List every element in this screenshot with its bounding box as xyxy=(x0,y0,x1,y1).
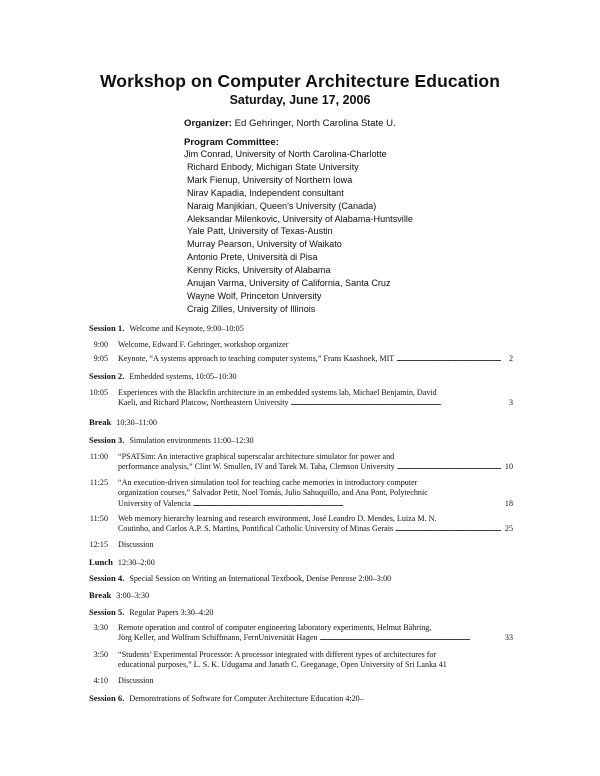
break-heading xyxy=(89,590,149,600)
entry-line: Remote operation and control of computer engineering laboratory experiments, Helmut Bähring, xyxy=(118,623,432,632)
lunch-time: 12:30–2:00 xyxy=(117,558,155,567)
schedule-entry xyxy=(118,650,513,671)
page-number: 2 xyxy=(508,354,513,363)
dot-leader xyxy=(396,354,501,364)
entry-line: University of Valencia xyxy=(118,498,191,508)
committee-member: Craig Zilles, University of Illinois xyxy=(187,303,316,314)
entry-text: Welcome, Edward F. Gehringer, workshop organizer xyxy=(118,340,289,349)
session-heading xyxy=(89,693,364,703)
page-number: 18 xyxy=(504,498,513,508)
committee-member: Richard Enbody, Michigan State University xyxy=(187,161,359,172)
break-time: 10:30–11:00 xyxy=(116,418,157,427)
session-title: Special Session on Writing an International Textbook, Denise Penrose 2:00–3:00 xyxy=(129,574,392,583)
entry-line: performance analysis,” Clint W. Smullen, IV and Tarek M. Taha, Clemson University xyxy=(118,462,395,472)
dot-leader xyxy=(395,524,501,534)
schedule-entry xyxy=(118,478,513,509)
dot-leader xyxy=(193,499,501,509)
schedule-entry xyxy=(118,623,513,644)
session-title: Demonstrations of Software for Computer Architecture Education 4:20– xyxy=(129,694,364,703)
dot-leader xyxy=(291,398,501,408)
entry-time: 11:00 xyxy=(89,452,108,461)
session-title: Regular Papers 3:30–4:20 xyxy=(129,608,214,617)
page-number: 3 xyxy=(508,398,513,408)
workshop-date: Saturday, June 17, 2006 xyxy=(229,93,371,107)
committee-member: Wayne Wolf, Princeton University xyxy=(187,290,322,301)
session-title: Simulation environments 11:00–12:30 xyxy=(129,436,254,445)
page-number: 33 xyxy=(504,633,513,643)
schedule-entry xyxy=(118,388,513,409)
committee-member: Yale Patt, University of Texas-Austin xyxy=(187,226,333,237)
break-heading xyxy=(89,417,157,427)
session-label: Session 1. xyxy=(89,323,125,333)
committee-member: Mark Fienup, University of Northern Iowa xyxy=(187,174,353,185)
entry-time: 10:05 xyxy=(89,388,108,397)
entry-line: Jörg Keller, and Wolfram Schiffmann, FernUniversität Hagen xyxy=(118,633,318,643)
committee-member: Jim Conrad, University of North Carolina-Charlotte xyxy=(184,149,387,159)
session-title: Welcome and Keynote, 9:00–10:05 xyxy=(129,324,244,333)
organizer-label: Organizer: xyxy=(184,118,232,129)
entry-time: 12:15 xyxy=(89,540,108,549)
committee-member: Murray Pearson, University of Waikato xyxy=(187,239,342,250)
session-heading xyxy=(89,435,254,445)
lunch-label: Lunch xyxy=(89,557,113,567)
session-heading xyxy=(89,371,237,381)
schedule-entry xyxy=(118,452,513,473)
session-label: Session 6. xyxy=(89,693,125,703)
session-label: Session 2. xyxy=(89,371,125,381)
committee-heading: Program Committee: xyxy=(184,137,279,148)
entry-line: Web memory hierarchy learning and research environment, José Leandro D. Mendes, Luiza M. N. xyxy=(118,514,437,523)
organizer-line xyxy=(184,118,396,129)
entry-time: 3:30 xyxy=(93,623,108,632)
committee-member: Aleksandar Milenkovic, University of Alabama-Huntsville xyxy=(187,213,413,224)
entry-line: organization courses,” Salvador Petit, Noel Tomás, Julio Sahuquillo, and Ana Pont, Polytechnic xyxy=(118,488,428,498)
break-label: Break xyxy=(89,590,112,600)
entry-line: Experiences with the Blackfin architecture in an embedded systems lab, Michael Benjamin, David xyxy=(118,388,437,397)
entry-time: 11:50 xyxy=(89,514,108,523)
schedule-entry xyxy=(118,354,513,364)
entry-time: 3:50 xyxy=(93,650,108,659)
entry-time: 9:00 xyxy=(93,340,108,349)
session-heading xyxy=(89,573,391,583)
entry-line: Coutinho, and Carlos A.P. S. Martins, Pontifical Catholic University of Minas Gerais xyxy=(118,524,394,534)
committee-member: Kenny Ricks, University of Alabama xyxy=(187,265,331,276)
session-heading xyxy=(89,323,244,333)
entry-line: “Students’ Experimental Processor: A processor integrated with different types of architectures for xyxy=(118,650,437,659)
committee-list xyxy=(184,148,413,316)
session-label: Session 5. xyxy=(89,607,125,617)
session-heading xyxy=(89,607,213,617)
dot-leader xyxy=(320,633,501,643)
entry-text: Discussion xyxy=(118,676,154,685)
page-number: 10 xyxy=(504,462,513,472)
entry-text: Discussion xyxy=(118,540,154,549)
entry-time: 4:10 xyxy=(93,676,108,685)
entry-line: educational purposes,” L. S. K. Udugama and Janath C. Geeganage, Open University of Sri Lanka 41 xyxy=(118,660,447,670)
page-number: 25 xyxy=(504,524,513,534)
session-label: Session 3. xyxy=(89,435,125,445)
break-label: Break xyxy=(89,417,112,427)
entry-time: 9:05 xyxy=(93,354,108,363)
committee-member: Antonio Prete, Università di Pisa xyxy=(187,252,318,263)
session-title: Embedded systems, 10:05–10:30 xyxy=(129,372,237,381)
committee-member: Anujan Varma, University of California, Santa Cruz xyxy=(187,278,391,289)
entry-line: “An execution-driven simulation tool for teaching cache memories in introductory computer xyxy=(118,478,418,487)
entry-text: Keynote, “A systems approach to teaching computer systems,” Frans Kaashoek, MIT xyxy=(118,354,395,363)
entry-time: 11:25 xyxy=(89,478,108,487)
schedule-entry xyxy=(118,514,513,535)
lunch-heading xyxy=(89,557,155,567)
session-label: Session 4. xyxy=(89,573,125,583)
committee-member: Naraig Manjikian, Queen's University (Canada) xyxy=(187,200,377,211)
workshop-title: Workshop on Computer Architecture Education xyxy=(99,71,501,91)
break-time: 3:00–3:30 xyxy=(116,591,150,600)
dot-leader xyxy=(397,462,501,472)
entry-line: “PSATSim: An interactive graphical superscalar architecture simulator for power and xyxy=(118,452,395,461)
entry-line: Kaeli, and Richard Platcow, Northeastern University xyxy=(118,398,289,408)
committee-member: Nirav Kapadia, Independent consultant xyxy=(187,187,344,198)
organizer-value: Ed Gehringer, North Carolina State U. xyxy=(234,118,396,129)
